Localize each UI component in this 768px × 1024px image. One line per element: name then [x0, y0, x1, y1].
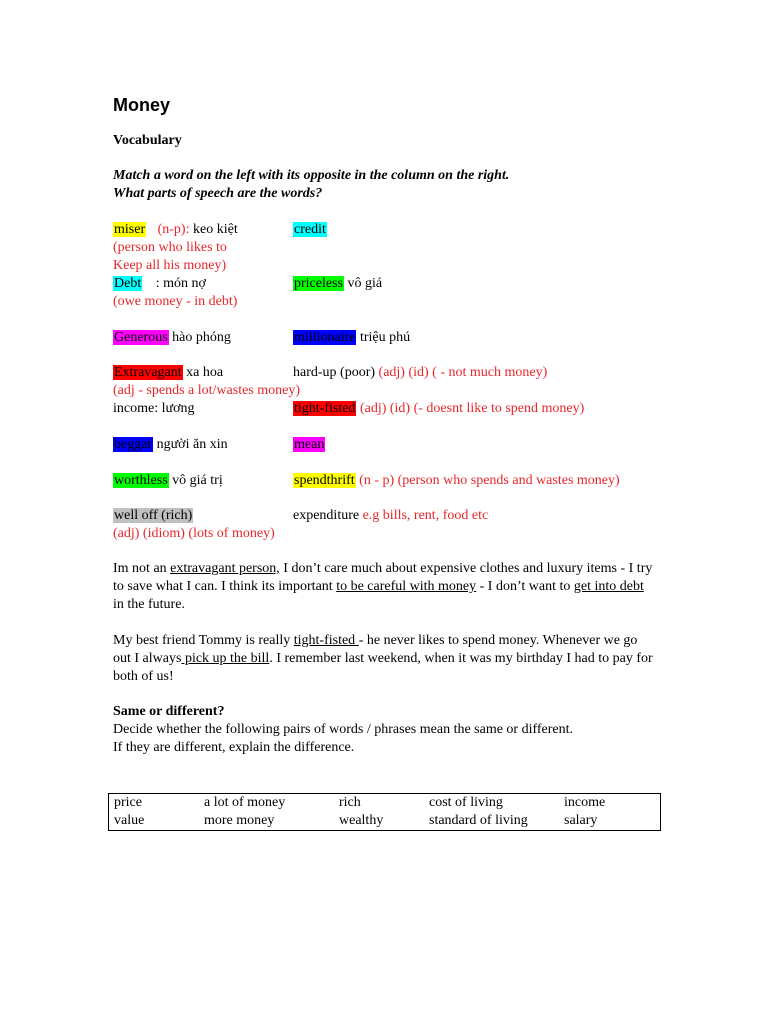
- vocab-debt: [113, 275, 206, 293]
- vocab-hard-up: [293, 364, 547, 382]
- word-spendthrift: spendthrift: [294, 473, 355, 488]
- para1-text-2: I don’t care much about expensive clothes and luxury items - I try to save what I can. I think its important: [113, 561, 653, 594]
- priceless-meaning: vô giá: [347, 276, 383, 291]
- spendthrift-note: (n - p) (person who spends and wastes money): [359, 473, 620, 488]
- debt-meaning: : món nợ: [155, 276, 206, 291]
- vocab-well-off: [113, 507, 193, 525]
- para1-text-4: in the future.: [113, 597, 185, 612]
- table-row: [109, 794, 661, 813]
- table-cell: rich: [339, 795, 361, 810]
- word-millionaire: millionaire: [294, 330, 356, 345]
- word-beggar: beggar: [114, 437, 153, 452]
- table-cell: income: [564, 795, 606, 810]
- table-cell: more money: [204, 813, 275, 828]
- same-instruction-2: If they are different, explain the difference.: [113, 740, 355, 755]
- para1-text-3: - I don’t want to: [476, 579, 574, 594]
- vocab-income: income: lương: [113, 401, 195, 416]
- miser-pos: (n-p):: [157, 222, 190, 237]
- well-off-note: (adj) (idiom) (lots of money): [113, 526, 275, 541]
- paragraph-extravagant: [113, 560, 658, 614]
- table-cell: value: [114, 813, 145, 828]
- word-expenditure: expenditure: [293, 508, 360, 523]
- vocab-extravagant: [113, 364, 223, 382]
- instruction-line-2: What parts of speech are the words?: [113, 186, 323, 201]
- paragraph-tight-fisted: [113, 632, 658, 686]
- word-pairs-table: [108, 793, 661, 831]
- miser-note-1: (person who likes to: [113, 240, 227, 255]
- vocab-worthless: [113, 472, 223, 490]
- para2-text-1: My best friend Tommy is really: [113, 633, 294, 648]
- worthless-meaning: vô giá trị: [172, 473, 223, 488]
- vocab-spendthrift: [293, 472, 620, 490]
- word-extravagant: Extravagant: [114, 365, 182, 380]
- vocab-miser: [113, 221, 238, 239]
- miser-note-2: Keep all his money): [113, 258, 227, 273]
- vocab-credit: [293, 221, 327, 239]
- debt-note: (owe money - in debt): [113, 294, 238, 309]
- word-hard-up: hard-up (poor): [293, 365, 376, 380]
- vocabulary-heading: Vocabulary: [113, 133, 182, 148]
- para1-underline-2: to be careful with money: [336, 579, 477, 594]
- extravagant-note: (adj - spends a lot/wastes money): [113, 383, 301, 398]
- page-title: Money: [113, 95, 171, 115]
- same-or-different-heading: Same or different?: [113, 704, 225, 719]
- table-cell: salary: [564, 813, 598, 828]
- word-credit: credit: [294, 222, 326, 237]
- vocab-priceless: [293, 275, 382, 293]
- miser-meaning: keo kiệt: [193, 222, 238, 237]
- instruction-line-1: Match a word on the left with its opposite in the column on the right.: [113, 168, 510, 183]
- word-mean: mean: [294, 437, 325, 452]
- para1-underline-3: get into debt: [573, 579, 644, 594]
- same-instruction-1: Decide whether the following pairs of words / phrases mean the same or different.: [113, 722, 574, 737]
- vocab-expenditure: [293, 507, 488, 525]
- para2-underline-2: pick up the bill: [181, 651, 270, 666]
- generous-meaning: hào phóng: [172, 330, 231, 345]
- para1-text-1: Im not an: [113, 561, 171, 576]
- expenditure-note: e.g bills, rent, food etc: [362, 508, 489, 523]
- word-generous: Generous: [114, 330, 168, 345]
- para1-underline-1: extravagant person,: [170, 561, 280, 576]
- table-cell: a lot of money: [204, 795, 286, 810]
- beggar-meaning: người ăn xin: [156, 437, 228, 452]
- table-cell: standard of living: [429, 813, 528, 828]
- vocab-mean: [293, 436, 325, 454]
- word-well-off: well off (rich): [114, 508, 193, 523]
- vocab-beggar: [113, 436, 228, 454]
- extravagant-meaning: xa hoa: [186, 365, 224, 380]
- word-priceless: priceless: [294, 276, 343, 291]
- para2-underline-1: tight-fisted: [293, 633, 359, 648]
- vocab-tight-fisted: [293, 400, 584, 418]
- table-row: [109, 812, 661, 831]
- vocab-millionaire: [293, 329, 410, 347]
- table-cell: price: [114, 795, 142, 810]
- para2-text-3: . I remember last weekend, when it was my birthday I had to pay for both of us!: [113, 651, 653, 684]
- hard-up-note: (adj) (id) ( - not much money): [378, 365, 548, 380]
- tight-fisted-note: (adj) (id) (- doesnt like to spend money): [359, 401, 585, 416]
- millionaire-meaning: triệu phú: [359, 330, 411, 345]
- word-miser: miser: [114, 222, 146, 237]
- word-tight-fisted: tight-fisted: [294, 401, 356, 416]
- para2-text-2: - he never likes to spend money. Whenever we go out I always: [113, 633, 638, 666]
- table-cell: cost of living: [429, 795, 503, 810]
- vocab-generous: [113, 329, 231, 347]
- table-cell: wealthy: [339, 813, 384, 828]
- word-worthless: worthless: [114, 473, 168, 488]
- word-debt: Debt: [114, 276, 142, 291]
